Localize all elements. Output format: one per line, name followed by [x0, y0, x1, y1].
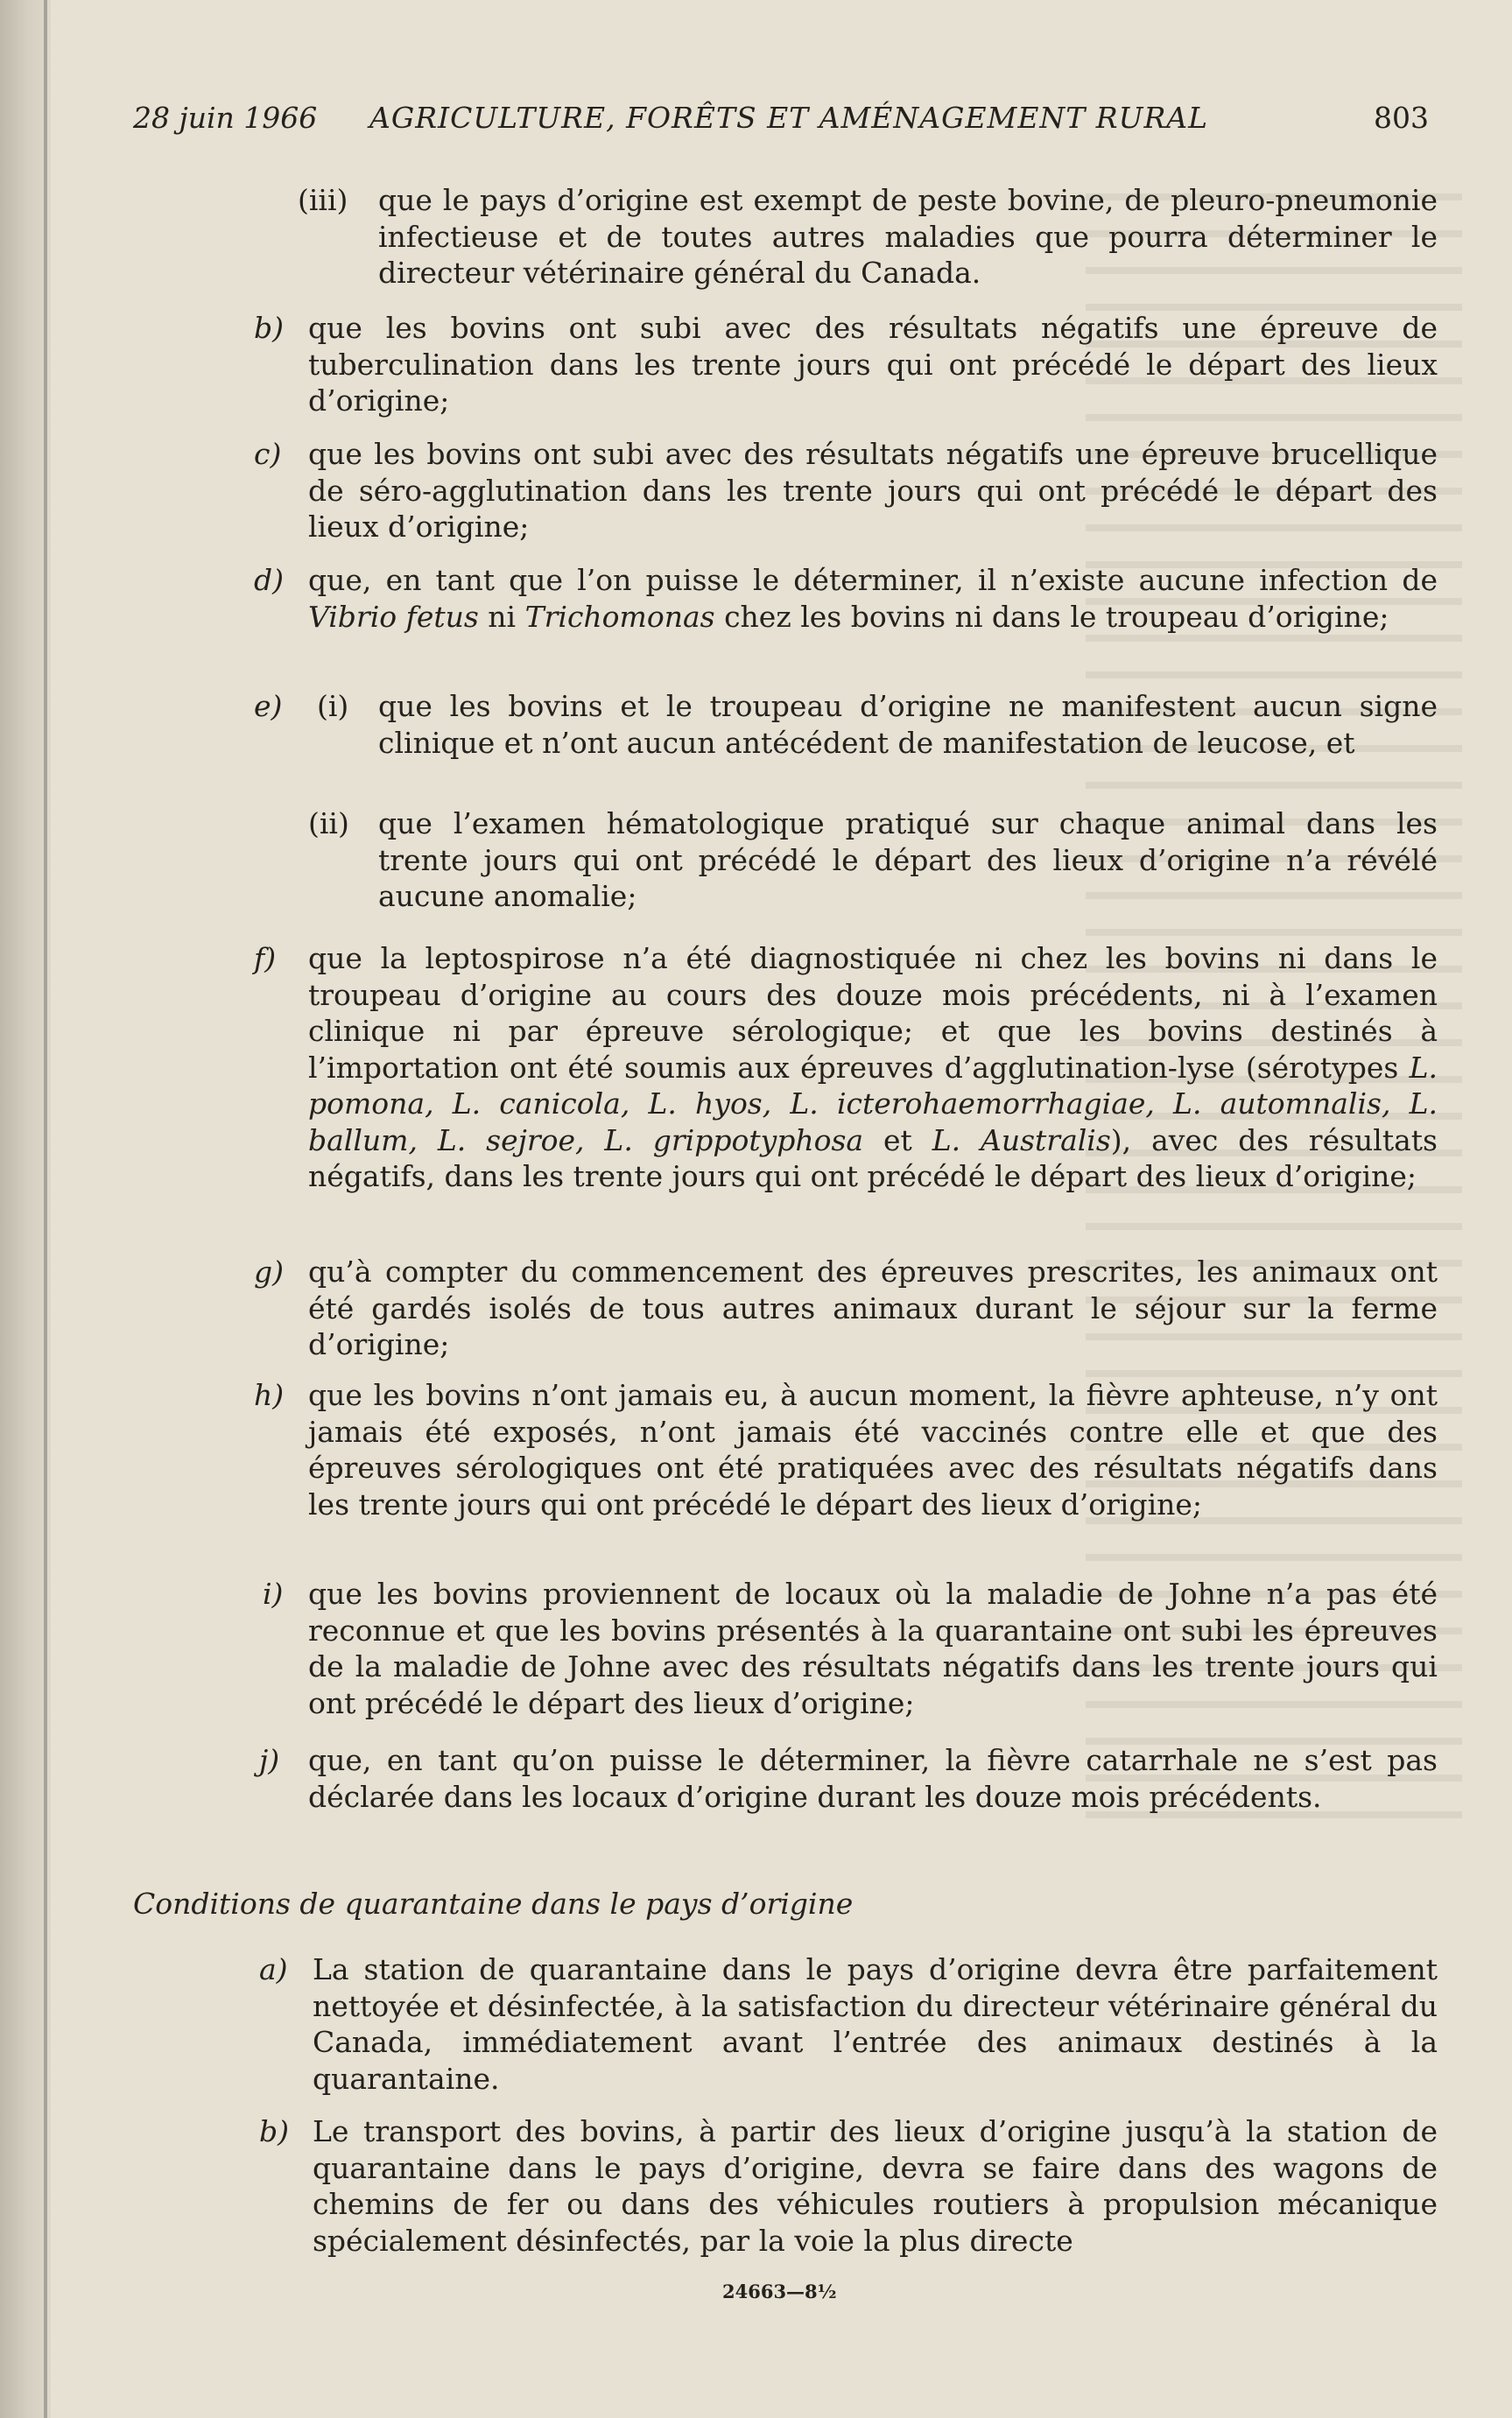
item-e-ii-text: que l’examen hématologique pratiqué sur chaque animal dans les trente jours qui ont précédé le départ des lieux d’origine n’a révélé aucune anomalie; — [378, 806, 1438, 913]
item-j-text: que, en tant qu’on puisse le déterminer, la fièvre catarrhale ne s’est pas déclarée dans les locaux d’origine durant les douze mois précédents. — [308, 1743, 1438, 1814]
item-b-label: b) — [254, 311, 284, 345]
item-d-trichomonas: Trichomonas — [524, 599, 715, 634]
item-e-i-text: que les bovins et le troupeau d’origine ne manifestent aucun signe clinique et n’ont aucun antécédent de manifestation de leucose, et — [378, 689, 1438, 760]
item-g-label: g) — [254, 1255, 284, 1289]
item-d-text-2: ni — [478, 599, 525, 634]
item-f-serotypes: L. pomona, L. canicola, L. hyos, L. icterohaemorrhagiae, L. automnalis, L. ballum, L. sejroe, L. grippotyphosa — [308, 1050, 1438, 1157]
item-e-ii-label: (ii) — [308, 806, 349, 840]
item-iii-label: (iii) — [298, 183, 348, 217]
item-d-text-3: chez les bovins ni dans le troupeau d’origine; — [714, 599, 1389, 634]
item-b-text: que les bovins ont subi avec des résultats négatifs une épreuve de tuberculination dans les trente jours qui ont précédé le départ des lieux d’origine; — [308, 311, 1438, 418]
footer-print-code: 24663—8½ — [722, 2281, 837, 2302]
item-f-text — [308, 940, 1438, 1195]
item-g-text: qu’à compter du commencement des épreuves prescrites, les animaux ont été gardés isolés de tous autres animaux durant le séjour sur la ferme d’origine; — [308, 1255, 1438, 1361]
item-iii-text: que le pays d’origine est exempt de peste bovine, de pleuro-pneumonie infectieuse et de toutes autres maladies que pourra déterminer le directeur vétérinaire général du Canada. — [378, 183, 1438, 290]
item-e-label: e) — [254, 689, 283, 723]
item-f-text-3: ), avec des résultats négatifs, dans les trente jours qui ont précédé le départ des lieux d’origine; — [308, 1122, 1438, 1193]
item-i-label: i) — [263, 1577, 284, 1611]
header-date: 28 juin 1966 — [133, 101, 318, 135]
item-f-text-2: et — [863, 1122, 932, 1157]
section-item-a-label: a) — [259, 1952, 288, 1986]
item-d-vibrio: Vibrio fetus — [308, 599, 479, 634]
header-title: AGRICULTURE, FORÊTS ET AMÉNAGEMENT RURAL — [369, 101, 1209, 135]
item-j-label: j) — [259, 1743, 280, 1777]
item-e-i-label: (i) — [317, 689, 349, 723]
page-number: 803 — [1374, 101, 1429, 135]
item-d-text — [308, 562, 1438, 635]
item-c-text: que les bovins ont subi avec des résultats négatifs une épreuve brucellique de séro-agglutination dans les trente jours qui ont précédé le départ des lieux d’origine; — [308, 437, 1438, 544]
item-f-text-1: que la leptospirose n’a été diagnostiquée ni chez les bovins ni dans le troupeau d’origine au cours des douze mois précédents, ni à l’examen clinique ni par épreuve sérologique; et que les bovins destinés à l’importation ont été soumis aux épreuves d’agglutination-lyse (sérotypes — [308, 941, 1438, 1085]
item-f-australis: L. Australis — [932, 1122, 1111, 1157]
item-c-label: c) — [254, 437, 282, 471]
item-i-text: que les bovins proviennent de locaux où la maladie de Johne n’a pas été reconnue et que les bovins présentés à la quarantaine ont subi les épreuves de la maladie de Johne avec des résultats négatifs dans les trente jours qui ont précédé le départ des lieux d’origine; — [308, 1577, 1438, 1720]
item-h-text: que les bovins n’ont jamais eu, à aucun moment, la fièvre aphteuse, n’y ont jamais été exposés, n’ont jamais été vaccinés contre elle et que des épreuves sérologiques ont été pratiquées avec des résultats négatifs dans les trente jours qui ont précédé le départ des lieux d’origine; — [308, 1378, 1438, 1522]
item-f-label: f) — [254, 941, 277, 975]
item-h-label: h) — [254, 1378, 285, 1412]
section-heading: Conditions de quarantaine dans le pays d’origine — [133, 1887, 854, 1921]
binding-edge — [44, 0, 47, 2418]
section-item-b-label: b) — [259, 2114, 289, 2148]
running-header — [133, 101, 1429, 144]
item-d-label: d) — [254, 563, 284, 597]
section-item-a-text: La station de quarantaine dans le pays d’origine devra être parfaitement nettoyée et désinfectée, à la satisfaction du directeur vétérinaire général du Canada, immédiatement avant l’entrée des animaux destinés à la quarantaine. — [313, 1952, 1438, 2096]
item-d-text-1: que, en tant que l’on puisse le déterminer, il n’existe aucune infection de — [308, 563, 1438, 597]
section-item-b-text: Le transport des bovins, à partir des lieux d’origine jusqu’à la station de quarantaine dans le pays d’origine, devra se faire dans des wagons de chemins de fer ou dans des véhicules routiers à propulsion mécanique spécialement désinfectés, par la voie la plus directe — [313, 2114, 1438, 2258]
